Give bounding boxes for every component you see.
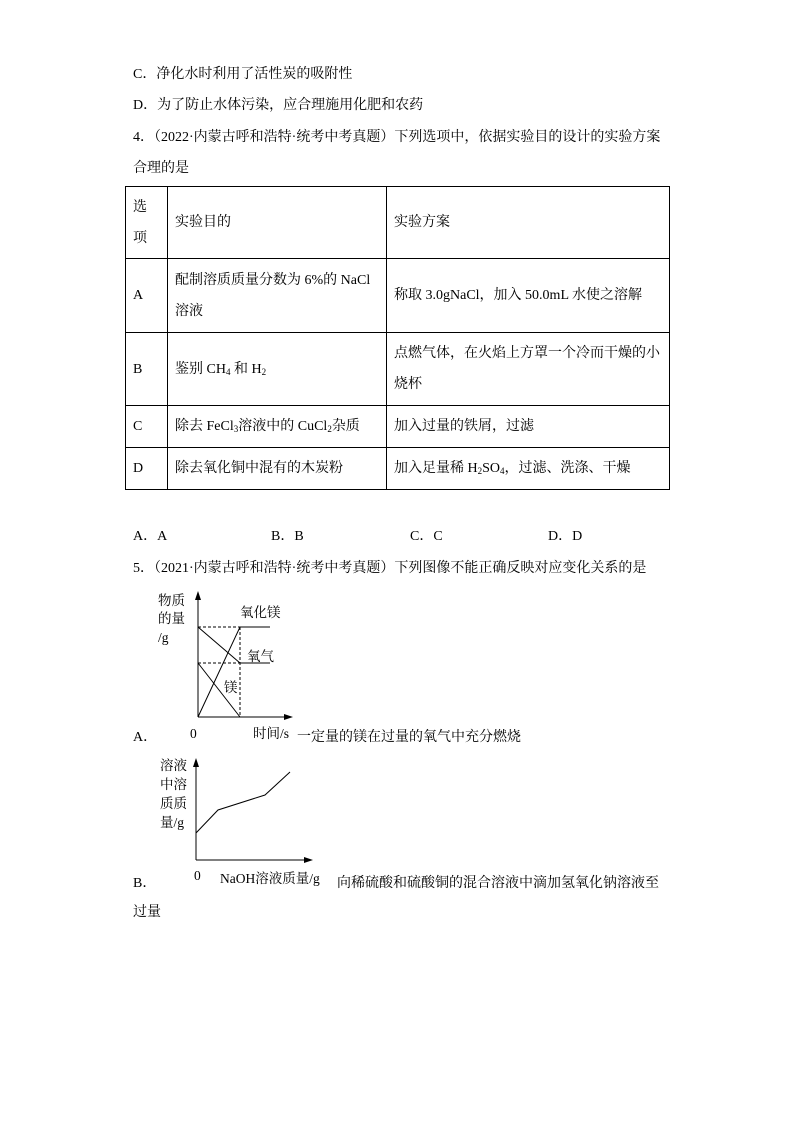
- q5-stem: 5．（2021·内蒙古呼和浩特·统考中考真题）下列图像不能正确反映对应变化关系的是: [133, 561, 647, 576]
- row-option: C: [126, 406, 168, 448]
- figure-b-caption-line2: 过量: [133, 905, 161, 920]
- table-header-row: [126, 187, 670, 259]
- q4-stem-line2: 合理的是: [133, 161, 189, 176]
- row-purpose: [168, 448, 387, 490]
- y-axis-arrow: [195, 591, 201, 600]
- row-option: D: [126, 448, 168, 490]
- q3-option-d: D．为了防止水体污染，应合理施用化肥和农药: [133, 98, 424, 113]
- x-axis-arrow: [284, 714, 293, 720]
- row-option: B: [126, 333, 168, 406]
- subscript: 2: [261, 366, 267, 377]
- y-axis-arrow: [193, 758, 199, 767]
- figure-a-graph: [150, 585, 310, 750]
- text-segment: SO: [482, 461, 501, 476]
- text-segment: 溶液中的 CuCl: [238, 419, 328, 434]
- figure-b-graph: [150, 755, 335, 890]
- text-segment: 除去 FeCl: [175, 419, 234, 434]
- q3-option-c: C．净化水时利用了活性炭的吸附性: [133, 67, 353, 82]
- text-segment: 加入过量的铁屑，过滤: [394, 419, 534, 434]
- row-method: [387, 406, 670, 448]
- row-purpose: [168, 406, 387, 448]
- text-segment: 杂质: [331, 419, 360, 434]
- text-segment: 称取 3.0gNaCl，加入 50.0mL 水使之溶解: [394, 288, 642, 303]
- figure-b-caption-line1: 向稀硫酸和硫酸铜的混合溶液中滴加氢氧化钠溶液至: [337, 876, 659, 891]
- y-axis-label-line: 溶液: [160, 758, 187, 773]
- text-segment: 除去氧化铜中混有的木炭粉: [175, 461, 343, 476]
- text-segment: ，过滤、洗涤、干燥: [504, 461, 631, 476]
- row-method: [387, 333, 670, 406]
- y-axis-label-line: 质质: [160, 796, 187, 811]
- q4-choice-d: D．D: [548, 529, 583, 544]
- subscript: 3: [233, 424, 239, 434]
- y-axis-label-line: 中溶: [160, 777, 187, 792]
- q4-stem-line1: 4．（2022·内蒙古呼和浩特·统考中考真题）下列选项中，依据实验目的设计的实验方案: [133, 130, 661, 145]
- text-segment: 鉴别 CH: [175, 361, 226, 377]
- y-axis-label-line: 的量: [158, 611, 185, 626]
- solution-mass-line: [196, 772, 290, 833]
- text-segment: 点燃气体，在火焰上方罩一个冷而干燥的小烧杯: [394, 346, 660, 392]
- x-axis-label: NaOH溶液质量/g: [220, 871, 320, 886]
- row-purpose: [168, 333, 387, 406]
- text-segment: 和 H: [230, 361, 262, 377]
- q4-choice-b: B．B: [271, 529, 304, 544]
- row-option: A: [126, 259, 168, 333]
- row-method: [387, 259, 670, 333]
- table-row: [126, 448, 670, 490]
- subscript: 4: [225, 366, 231, 377]
- experiment-table: [125, 186, 670, 490]
- figure-a-caption: 一定量的镁在过量的氧气中充分燃烧: [297, 730, 521, 745]
- oxygen-label: 氧气: [247, 649, 274, 664]
- subscript: 2: [327, 424, 332, 434]
- q4-choice-a: A．A: [133, 529, 168, 544]
- row-method: [387, 448, 670, 490]
- y-axis-label-line: 量/g: [160, 815, 185, 830]
- header-option: 选项: [126, 187, 168, 259]
- figure-a-letter: A．: [133, 730, 158, 745]
- magnesium-oxide-label: 氧化镁: [240, 605, 281, 620]
- x-axis-arrow: [304, 857, 313, 863]
- y-axis-label-line: /g: [158, 630, 169, 645]
- table-row: [126, 259, 670, 333]
- origin-label: 0: [194, 868, 201, 883]
- magnesium-oxide-line: [198, 627, 270, 717]
- x-axis-label: 时间/s: [253, 726, 290, 741]
- origin-label: 0: [190, 726, 197, 741]
- y-axis-label-line: 物质: [158, 593, 185, 608]
- text-segment: 配制溶质质量分数为 6%的 NaCl 溶液: [175, 272, 371, 319]
- header-purpose: 实验目的: [168, 187, 387, 259]
- magnesium-label: 镁: [224, 680, 238, 695]
- row-purpose: [168, 259, 387, 333]
- table-row: [126, 406, 670, 448]
- text-segment: 加入足量稀 H: [394, 461, 478, 476]
- subscript: 4: [500, 466, 505, 476]
- header-method: 实验方案: [387, 187, 670, 259]
- table-row: [126, 333, 670, 406]
- subscript: 2: [477, 466, 483, 476]
- figure-b-letter: B．: [133, 876, 157, 891]
- q4-choice-c: C．C: [410, 529, 443, 544]
